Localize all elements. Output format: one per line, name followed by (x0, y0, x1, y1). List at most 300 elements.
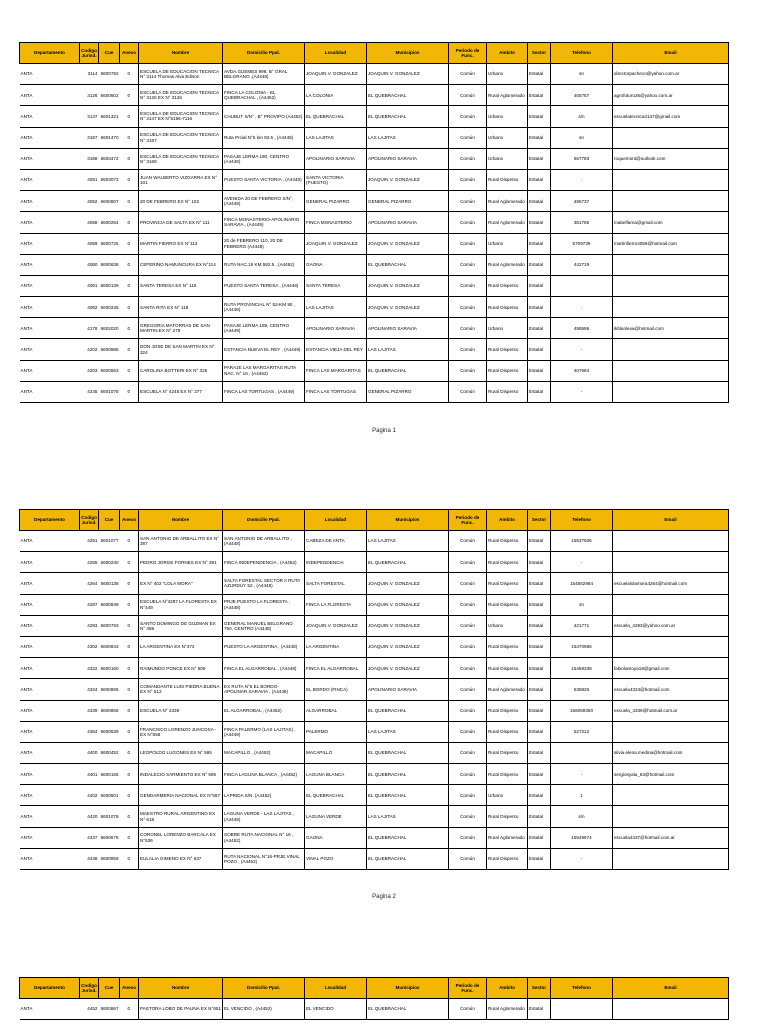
cell-ambito: Rural Aglomerado (487, 999, 528, 1020)
cell-sector: Estatal (528, 360, 551, 381)
cell-ambito: Rural Disperso (487, 636, 528, 657)
cell-cue: 6600139 (99, 275, 120, 296)
cell-telefono: 5709739 (551, 233, 613, 254)
cell-codigo-jurisd: 4178 (80, 318, 99, 339)
cell-codigo-jurisd: 4052 (80, 191, 99, 212)
table-row (20, 339, 729, 360)
cell-nombre: LEOPOLDO LUGONES EX N° 595 (139, 742, 223, 763)
cell-nombre: COMANDANTE LUIS PIEDRA BUENA EX N° 512 (139, 679, 223, 700)
table-row (20, 573, 729, 594)
cell-codigo-jurisd: 4255 (80, 552, 99, 573)
cell-nombre: MAESTRO RURAL ARGENTINO EX N° 618 (139, 806, 223, 827)
cell-departamento: ANTA (20, 827, 80, 848)
cell-periodo: Común (449, 233, 487, 254)
cell-localidad: APOLINARIO SARAVIA (305, 148, 367, 169)
cell-cue: 6600675 (99, 827, 120, 848)
cell-codigo-jurisd: 3114 (80, 64, 99, 85)
column-header-cue: Cue (99, 510, 120, 531)
cell-domicilio: PASAJE LERMA 180, CENTRO (A4449) (223, 148, 305, 169)
cell-domicilio: RUTA NAC.16 KM 592.5 , (A4452) (223, 254, 305, 275)
cell-ambito: Rural Disperso (487, 339, 528, 360)
cell-sector: Estatal (528, 233, 551, 254)
table-row (20, 64, 729, 85)
cell-ambito: Rural Disperso (487, 531, 528, 552)
cell-email: roquemont@outlook.com (613, 148, 729, 169)
cell-cue: 6600160 (99, 658, 120, 679)
cell-periodo: Común (449, 658, 487, 679)
cell-localidad: ESTANCIA VIEJA DEL REY (305, 339, 367, 360)
cell-municipio: EL QUEBRACHAL (367, 700, 449, 721)
cell-cue: 6603472 (99, 148, 120, 169)
cell-sector: Estatal (528, 999, 551, 1020)
cell-email (613, 381, 729, 402)
cell-departamento: ANTA (20, 254, 80, 275)
cell-codigo-jurisd: 4339 (80, 700, 99, 721)
column-header-nombre: Nombre (139, 510, 223, 531)
column-header-localidad: Localidad (305, 510, 367, 531)
column-header-telefono: Telefono (551, 978, 613, 999)
cell-periodo: Común (449, 360, 487, 381)
cell-codigo-jurisd: 4402 (80, 785, 99, 806)
cell-localidad: LAS LAJITAS (305, 127, 367, 148)
cell-departamento: ANTA (20, 594, 80, 615)
cell-periodo: Común (449, 127, 487, 148)
cell-domicilio: PARAJE LAS MARGARITAS RUTA NAC. N° 16 , (A4452) (223, 360, 305, 381)
cell-domicilio: PRJE.PUESTO LA FLORESTA , (A4448) (223, 594, 305, 615)
cell-anexo: 0 (120, 360, 139, 381)
cell-sector: Estatal (528, 339, 551, 360)
cell-localidad: GAONA (305, 254, 367, 275)
column-header-municipio: Municipios (367, 510, 449, 531)
column-header-cue: Cue (99, 43, 120, 64)
cell-sector: Estatal (528, 318, 551, 339)
cell-telefono: - (551, 169, 613, 190)
cell-departamento: ANTA (20, 531, 80, 552)
cell-sector: Estatal (528, 658, 551, 679)
cell-ambito: Rural Aglomerado (487, 85, 528, 106)
cell-ambito: Rural Disperso (487, 169, 528, 190)
schools-table (19, 42, 729, 403)
cell-periodo: Común (449, 191, 487, 212)
cell-ambito: Rural Disperso (487, 360, 528, 381)
cell-email: escuelatecnica3147@gmail.com (613, 106, 729, 127)
cell-cue: 6603073 (99, 169, 120, 190)
table-row (20, 658, 729, 679)
cell-municipio: EL QUEBRACHAL (367, 785, 449, 806)
cell-cue: 6600601 (99, 785, 120, 806)
table-row (20, 381, 729, 402)
cell-telefono: - (551, 339, 613, 360)
cell-anexo: 0 (120, 721, 139, 742)
cell-municipio: JOAQUIN V. GONZALEZ (367, 594, 449, 615)
cell-departamento: ANTA (20, 212, 80, 233)
cell-domicilio: PASAJE LERMA 189, CENTRO (A4449) (223, 318, 305, 339)
column-header-departamento: Departamento (20, 43, 80, 64)
cell-telefono: - (551, 552, 613, 573)
cell-telefono: s/n (551, 106, 613, 127)
cell-codigo-jurisd: 4438 (80, 848, 99, 869)
cell-codigo-jurisd: 4401 (80, 764, 99, 785)
cell-municipio: EL QUEBRACHAL (367, 552, 449, 573)
cell-telefono: 15537506 (551, 531, 613, 552)
cell-periodo: Común (449, 297, 487, 318)
cell-anexo: 0 (120, 233, 139, 254)
cell-nombre: PASTORA LOBO DE PAUNA EX N°651 (139, 999, 223, 1020)
cell-sector: Estatal (528, 191, 551, 212)
column-header-cue: Cue (99, 978, 120, 999)
cell-departamento: ANTA (20, 573, 80, 594)
cell-domicilio: FINCA MONASTERIO-APOLINARIO SARAVIA , (A4449) (223, 212, 305, 233)
table-row (20, 169, 729, 190)
cell-cue: 6600843 (99, 636, 120, 657)
cell-municipio: LAS LAJITAS (367, 127, 449, 148)
cell-periodo: Común (449, 615, 487, 636)
cell-periodo: Común (449, 254, 487, 275)
cell-nombre: SANTA RITA EX N° 118 (139, 297, 223, 318)
cell-telefono: 442719 (551, 254, 613, 275)
cell-telefono: 156059350 (551, 700, 613, 721)
cell-email (613, 531, 729, 552)
cell-codigo-jurisd: 4437 (80, 827, 99, 848)
cell-email: fabiolamoya19@gmail.com (613, 658, 729, 679)
cell-codigo-jurisd: 4203 (80, 360, 99, 381)
cell-localidad: JOAQUIN V. GONZALEZ (305, 64, 367, 85)
cell-nombre: EULALIA GIMENO EX N° 637 (139, 848, 223, 869)
column-header-localidad: Localidad (305, 43, 367, 64)
cell-telefono: 405757 (551, 85, 613, 106)
table-row (20, 806, 729, 827)
cell-anexo: 0 (120, 785, 139, 806)
table-row (20, 679, 729, 700)
cell-email (613, 297, 729, 318)
table-row (20, 827, 729, 848)
column-header-sector: Sector (528, 43, 551, 64)
cell-codigo-jurisd: 4251 (80, 531, 99, 552)
cell-cue: 6600959 (99, 848, 120, 869)
cell-telefono: 496737 (551, 191, 613, 212)
cell-sector: Estatal (528, 615, 551, 636)
cell-sector: Estatal (528, 381, 551, 402)
cell-localidad: FINCA MONASTERIO (305, 212, 367, 233)
cell-cue: 6600155 (99, 764, 120, 785)
cell-municipio: JOAQUIN V. GONZALEZ (367, 64, 449, 85)
cell-periodo: Común (449, 700, 487, 721)
cell-anexo: 0 (120, 339, 139, 360)
cell-departamento: ANTA (20, 552, 80, 573)
column-header-email: Email (613, 510, 729, 531)
cell-telefono: s/n (551, 806, 613, 827)
cell-sector: Estatal (528, 785, 551, 806)
cell-periodo: Común (449, 85, 487, 106)
cell-nombre: FRANCISCO LORENZO JUNCOSA - EX N°558 (139, 721, 223, 742)
cell-telefono: 421771 (551, 615, 613, 636)
cell-nombre: CAROLINA BOTTERI EX N° 325 (139, 360, 223, 381)
cell-nombre: ESCUELA DE EDUCACION TECNICA N° 3114 Thomas Alva Edison (139, 64, 223, 85)
cell-municipio: LAS LAJITAS (367, 721, 449, 742)
cell-nombre: JUAN WALBERTO VIZGARRA EX N° 101 (139, 169, 223, 190)
cell-ambito: Rural Disperso (487, 806, 528, 827)
cell-nombre: ESCUELA DE EDUCACION TECNICA N° 3168 (139, 148, 223, 169)
cell-codigo-jurisd: 4324 (80, 679, 99, 700)
cell-nombre: SANTO DOMINGO DE GUZMAN EX N° 459 (139, 615, 223, 636)
cell-email (613, 785, 729, 806)
cell-cue: 6601077 (99, 531, 120, 552)
cell-domicilio: SAN ANTONIO DE ARBALLITO , (A4448) (223, 531, 305, 552)
cell-municipio: EL QUEBRACHAL (367, 827, 449, 848)
table-row (20, 148, 729, 169)
cell-sector: Estatal (528, 275, 551, 296)
cell-cue: 6601078 (99, 381, 120, 402)
cell-ambito: Urbano (487, 233, 528, 254)
cell-periodo: Común (449, 169, 487, 190)
cell-departamento: ANTA (20, 658, 80, 679)
cell-ambito: Rural Aglomerado (487, 254, 528, 275)
cell-domicilio: SALTA FORESTAL SECTOR II RUTA AZURDUY 52 , (A4448) (223, 573, 305, 594)
cell-ambito: Urbano (487, 106, 528, 127)
cell-codigo-jurisd: 4061 (80, 275, 99, 296)
cell-ambito: Rural Disperso (487, 552, 528, 573)
cell-periodo: Común (449, 212, 487, 233)
cell-municipio: JOAQUIN V. GONZALEZ (367, 275, 449, 296)
cell-periodo: Común (449, 679, 487, 700)
cell-municipio: EL QUEBRACHAL (367, 254, 449, 275)
column-header-ambito: Ambito (487, 510, 528, 531)
cell-localidad: JOAQUIN V. GONZALEZ (305, 615, 367, 636)
cell-ambito: Rural Aglomerado (487, 212, 528, 233)
cell-municipio: LAS LAJITAS (367, 339, 449, 360)
cell-anexo: 0 (120, 531, 139, 552)
cell-nombre: PROVINCIA DE SALTA EX N° 111 (139, 212, 223, 233)
cell-ambito: Rural Disperso (487, 658, 528, 679)
cell-email: mabelfarna@gmail.com (613, 212, 729, 233)
cell-cue: 6600849 (99, 594, 120, 615)
cell-nombre: RAIMUNDO PONCE EX N° 509 (139, 658, 223, 679)
column-header-anexo: Anexo (120, 510, 139, 531)
cell-ambito: Rural Disperso (487, 381, 528, 402)
table-row (20, 318, 729, 339)
cell-nombre: INDALECIO SARMIENTO EX N° 596 (139, 764, 223, 785)
cell-email (613, 254, 729, 275)
cell-departamento: ANTA (20, 806, 80, 827)
cell-domicilio: MACAPILLO , (A4452) (223, 742, 305, 763)
cell-localidad: LAS LAJITAS (305, 297, 367, 318)
cell-anexo: 0 (120, 254, 139, 275)
cell-codigo-jurisd: 4202 (80, 339, 99, 360)
cell-domicilio: 20 de FEBRERO 110, 20 DE FEBRERO (A4448) (223, 233, 305, 254)
cell-departamento: ANTA (20, 106, 80, 127)
cell-telefono: 15470965 (551, 636, 613, 657)
cell-anexo: 0 (120, 64, 139, 85)
column-header-nombre: Nombre (139, 43, 223, 64)
cell-anexo: 0 (120, 106, 139, 127)
cell-localidad: FINCA LA FLORESTA (305, 594, 367, 615)
cell-cue: 6601321 (99, 106, 120, 127)
column-header-periodo: Periodo de Func. (449, 43, 487, 64)
cell-periodo: Común (449, 827, 487, 848)
cell-nombre: ESCUELA DE EDUCACION TECNICA N° 3147 EX N°5166-7116 (139, 106, 223, 127)
cell-localidad: EL BORDO (FINCA) (305, 679, 367, 700)
cell-cue: 6600639 (99, 721, 120, 742)
cell-domicilio: EX RUTA N°5 EL BORDO-APOLINAR.SARAVIA , (A4449) (223, 679, 305, 700)
column-header-email: Email (613, 978, 729, 999)
column-header-ambito: Ambito (487, 43, 528, 64)
cell-cue: 6600602 (99, 85, 120, 106)
cell-anexo: 0 (120, 191, 139, 212)
cell-periodo: Común (449, 764, 487, 785)
cell-departamento: ANTA (20, 848, 80, 869)
cell-anexo: 0 (120, 615, 139, 636)
cell-anexo: 0 (120, 700, 139, 721)
cell-municipio: JOAQUIN V. GONZALEZ (367, 573, 449, 594)
cell-municipio: APOLINARIO SARAVIA (367, 212, 449, 233)
cell-localidad: VINAL POZO (305, 848, 367, 869)
cell-nombre: ESCUELA DE EDUCACION TECNICA N° 3126 EX N° 3126 (139, 85, 223, 106)
cell-email (613, 594, 729, 615)
column-header-domicilio: Domicilio Ppal. (223, 978, 305, 999)
cell-cue: 6602020 (99, 318, 120, 339)
cell-email (613, 806, 729, 827)
cell-cue: 6600865 (99, 679, 120, 700)
cell-periodo: Común (449, 806, 487, 827)
cell-localidad: FINCA LAS MARGARITAS (305, 360, 367, 381)
cell-email (613, 848, 729, 869)
cell-email: escuelalolamora4264@hotmail.com (613, 573, 729, 594)
cell-periodo: Común (449, 552, 487, 573)
cell-nombre: EX N° 402 "LOLA MORA" (139, 573, 223, 594)
table-row (20, 360, 729, 381)
cell-periodo: Común (449, 275, 487, 296)
cell-codigo-jurisd: 4245 (80, 381, 99, 402)
table-row (20, 594, 729, 615)
cell-periodo: Común (449, 531, 487, 552)
cell-email (613, 169, 729, 190)
cell-cue: 6600638 (99, 254, 120, 275)
cell-email: ikblanlexa@hotmail.com (613, 318, 729, 339)
cell-localidad: LAGUNA BLANCA (305, 764, 367, 785)
cell-municipio: EL QUEBRACHAL (367, 848, 449, 869)
cell-anexo: 0 (120, 764, 139, 785)
cell-telefono: sn (551, 127, 613, 148)
cell-sector: Estatal (528, 679, 551, 700)
cell-localidad: APOLINARIO SARAVIA (305, 318, 367, 339)
cell-departamento: ANTA (20, 297, 80, 318)
column-header-email: Email (613, 43, 729, 64)
cell-departamento: ANTA (20, 785, 80, 806)
page-number-footer: Pagina 2 (372, 894, 396, 900)
cell-telefono: 15459339 (551, 658, 613, 679)
cell-telefono: 527212 (551, 721, 613, 742)
cell-departamento: ANTA (20, 742, 80, 763)
cell-localidad: MACAPILLO (305, 742, 367, 763)
cell-departamento: ANTA (20, 700, 80, 721)
cell-anexo: 0 (120, 318, 139, 339)
cell-domicilio: PUESTO SANTA TERESA , (A4448) (223, 275, 305, 296)
cell-localidad: EL VENCIDO (305, 999, 367, 1020)
column-header-municipio: Municipios (367, 43, 449, 64)
column-header-ambito: Ambito (487, 978, 528, 999)
table-row (20, 297, 729, 318)
column-header-localidad: Localidad (305, 978, 367, 999)
cell-domicilio: CHUBUT S/N° , B° PROVIPO (A4452) (223, 106, 305, 127)
cell-domicilio: LAPRIDA S/N, (A4452) (223, 785, 305, 806)
column-header-periodo: Periodo de Func. (449, 978, 487, 999)
cell-codigo-jurisd: 4264 (80, 573, 99, 594)
cell-email: escuela4437@hotmail.com.ar (613, 827, 729, 848)
cell-anexo: 0 (120, 297, 139, 318)
cell-localidad: GENERAL PIZARRO (305, 191, 367, 212)
cell-telefono: 495596 (551, 318, 613, 339)
cell-email (613, 999, 729, 1020)
cell-domicilio: GENERAL MANUEL BELGRANO 750, CENTRO (A4448) (223, 615, 305, 636)
cell-anexo: 0 (120, 275, 139, 296)
cell-sector: Estatal (528, 827, 551, 848)
cell-email: agrofuturo26@yahoo.com.ar (613, 85, 729, 106)
table-row (20, 191, 729, 212)
table-row (20, 233, 729, 254)
column-header-sector: Sector (528, 978, 551, 999)
cell-ambito: Rural Disperso (487, 721, 528, 742)
cell-telefono (551, 275, 613, 296)
cell-localidad: ALGARROBAL (305, 700, 367, 721)
cell-municipio: EL QUEBRACHAL (367, 764, 449, 785)
cell-cue: 6601078 (99, 806, 120, 827)
cell-ambito: Urbano (487, 127, 528, 148)
cell-anexo: 0 (120, 381, 139, 402)
cell-anexo: 0 (120, 127, 139, 148)
schools-table (19, 977, 729, 1020)
cell-ambito: Rural Disperso (487, 742, 528, 763)
cell-municipio: EL QUEBRACHAL (367, 360, 449, 381)
cell-codigo-jurisd: 4060 (80, 254, 99, 275)
cell-sector: Estatal (528, 148, 551, 169)
cell-periodo: Común (449, 106, 487, 127)
cell-telefono: sn (551, 594, 613, 615)
cell-cue: 6600985 (99, 339, 120, 360)
cell-localidad: EL QUEBRACHAL (305, 785, 367, 806)
cell-departamento: ANTA (20, 339, 80, 360)
cell-nombre: ESCUELA N° 4339 (139, 700, 223, 721)
cell-codigo-jurisd: 4322 (80, 658, 99, 679)
cell-sector: Estatal (528, 297, 551, 318)
cell-domicilio: EL ALGARROBAL , (A4452) (223, 700, 305, 721)
column-header-telefono: Telefono (551, 510, 613, 531)
cell-periodo: Común (449, 742, 487, 763)
cell-ambito: Rural Disperso (487, 594, 528, 615)
cell-telefono: - (551, 381, 613, 402)
cell-ambito: Rural Disperso (487, 700, 528, 721)
cell-anexo: 0 (120, 806, 139, 827)
cell-telefono (551, 999, 613, 1020)
cell-codigo-jurisd: 4059 (80, 233, 99, 254)
cell-domicilio: LAGUNA VERDE - LAS LAJITAS , (A4449) (223, 806, 305, 827)
cell-domicilio: FINCA INDEPENDENCIA , (A4452) (223, 552, 305, 573)
cell-telefono: 535826 (551, 679, 613, 700)
cell-anexo: 0 (120, 594, 139, 615)
cell-localidad: CABEZA DE ANTA (305, 531, 367, 552)
cell-telefono: sn (551, 64, 613, 85)
cell-sector: Estatal (528, 64, 551, 85)
cell-periodo: Común (449, 785, 487, 806)
cell-sector: Estatal (528, 636, 551, 657)
cell-anexo: 0 (120, 827, 139, 848)
cell-email: escuela_4339@hotmail.com.ar (613, 700, 729, 721)
column-header-departamento: Departamento (20, 978, 80, 999)
cell-periodo: Común (449, 148, 487, 169)
cell-sector: Estatal (528, 700, 551, 721)
cell-cue: 6600807 (99, 191, 120, 212)
table-row (20, 212, 729, 233)
cell-departamento: ANTA (20, 679, 80, 700)
